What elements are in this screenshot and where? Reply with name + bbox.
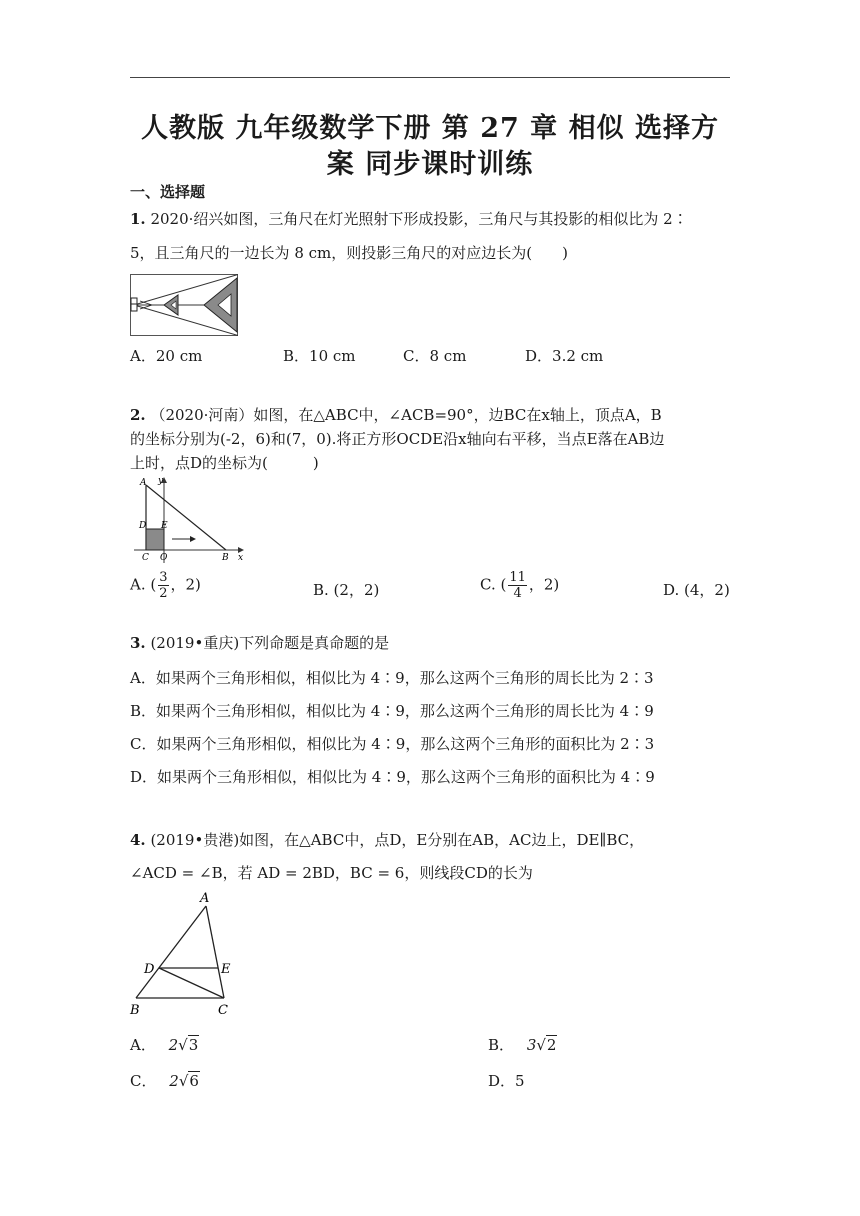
section-heading: 一、选择题 <box>130 183 206 201</box>
q3-line1 <box>130 633 389 653</box>
q4-label-c: C <box>218 1003 228 1018</box>
q2-option-a-fraction: $\frac{3}{2}$ <box>159 570 168 601</box>
q3-option-b: B．如果两个三角形相似，相似比为 4∶9，那么这两个三角形的周长比为 4∶9 <box>130 702 654 720</box>
q4-option-d: D．5 <box>488 1072 525 1090</box>
q2-option-d: D. (4，2) <box>663 581 730 599</box>
q1-number: 1. <box>130 210 146 228</box>
header-rule <box>130 77 730 78</box>
q2-figure-coordinate <box>130 475 250 565</box>
q2-label-x: x <box>238 553 244 563</box>
q4-number: 4. <box>130 831 146 849</box>
q2-label-d: D <box>139 521 147 531</box>
q4-text2: ∠ACD = ∠B，若 AD = 2BD，BC = 6，则线段CD的长为 <box>130 864 533 882</box>
q2-label-c: C <box>142 553 149 563</box>
q4-text1: (2019•贵港)如图，在△ABC中，点D，E分别在AB，AC边上，DE∥BC， <box>150 831 645 849</box>
q3-option-a: A．如果两个三角形相似，相似比为 4∶9，那么这两个三角形的周长比为 2∶3 <box>130 669 654 687</box>
page-title-line1: 人教版 九年级数学下册 第 27 章 相似 选择方 <box>141 113 719 144</box>
q2-label-b: B <box>222 553 229 563</box>
q1-figure-projection <box>130 274 238 336</box>
q2-label-o: O <box>160 553 168 563</box>
q4-label-a: A <box>200 891 210 906</box>
q2-label-e: E <box>161 521 168 531</box>
q2-label-a: A <box>140 478 147 488</box>
q3-option-d: D．如果两个三角形相似，相似比为 4∶9，那么这两个三角形的面积比为 4∶9 <box>130 768 655 786</box>
q1-text2: 5，且三角尺的一边长为 8 cm，则投影三角尺的对应边长为( ) <box>130 244 568 262</box>
q2-number: 2. <box>130 406 146 424</box>
q2-label-y: y <box>158 476 164 486</box>
q2-text3: 上时，点D的坐标为( ) <box>130 454 319 472</box>
q4-label-b: B <box>130 1003 140 1018</box>
q1-line1 <box>130 209 688 229</box>
q2-option-b: B. (2，2) <box>313 581 380 599</box>
page-title-line2: 案 同步课时训练 <box>326 149 534 180</box>
q3-option-c: C．如果两个三角形相似，相似比为 4∶9，那么这两个三角形的面积比为 2∶3 <box>130 735 655 753</box>
q4-line1 <box>130 830 644 850</box>
q3-text: (2019•重庆)下列命题是真命题的是 <box>150 634 390 652</box>
q2-line1 <box>130 405 662 425</box>
q1-option-d: D．3.2 cm <box>525 347 604 365</box>
q1-option-a: A．20 cm <box>130 347 203 365</box>
q3-number: 3. <box>130 634 146 652</box>
q4-option-a: A． 2√3 <box>130 1036 199 1054</box>
q1-option-c: C．8 cm <box>403 347 467 365</box>
q4-label-e: E <box>221 962 231 977</box>
q2-text1: （2020·河南）如图，在△ABC中，∠ACB=90°，边BC在x轴上，顶点A，B <box>150 406 662 424</box>
q4-label-d: D <box>144 962 155 977</box>
q1-option-b: B．10 cm <box>283 347 356 365</box>
q4-option-b: B． 3√2 <box>488 1036 557 1054</box>
q2-option-a: A. ( $\frac{3}{2}$ ，2) <box>130 570 201 601</box>
q4-figure-triangle <box>128 888 248 1020</box>
q4-option-c: C． 2√6 <box>130 1072 199 1090</box>
q1-text1: 2020·绍兴如图，三角尺在灯光照射下形成投影，三角尺与其投影的相似比为 2∶ <box>150 210 688 228</box>
q2-option-c-fraction: $\frac{11}{4}$ <box>509 570 526 601</box>
q2-text2: 的坐标分别为(-2，6)和(7，0).将正方形OCDE沿x轴向右平移，当点E落在AB边 <box>130 430 665 448</box>
q2-option-c: C. ( $\frac{11}{4}$ ，2) <box>480 570 560 601</box>
